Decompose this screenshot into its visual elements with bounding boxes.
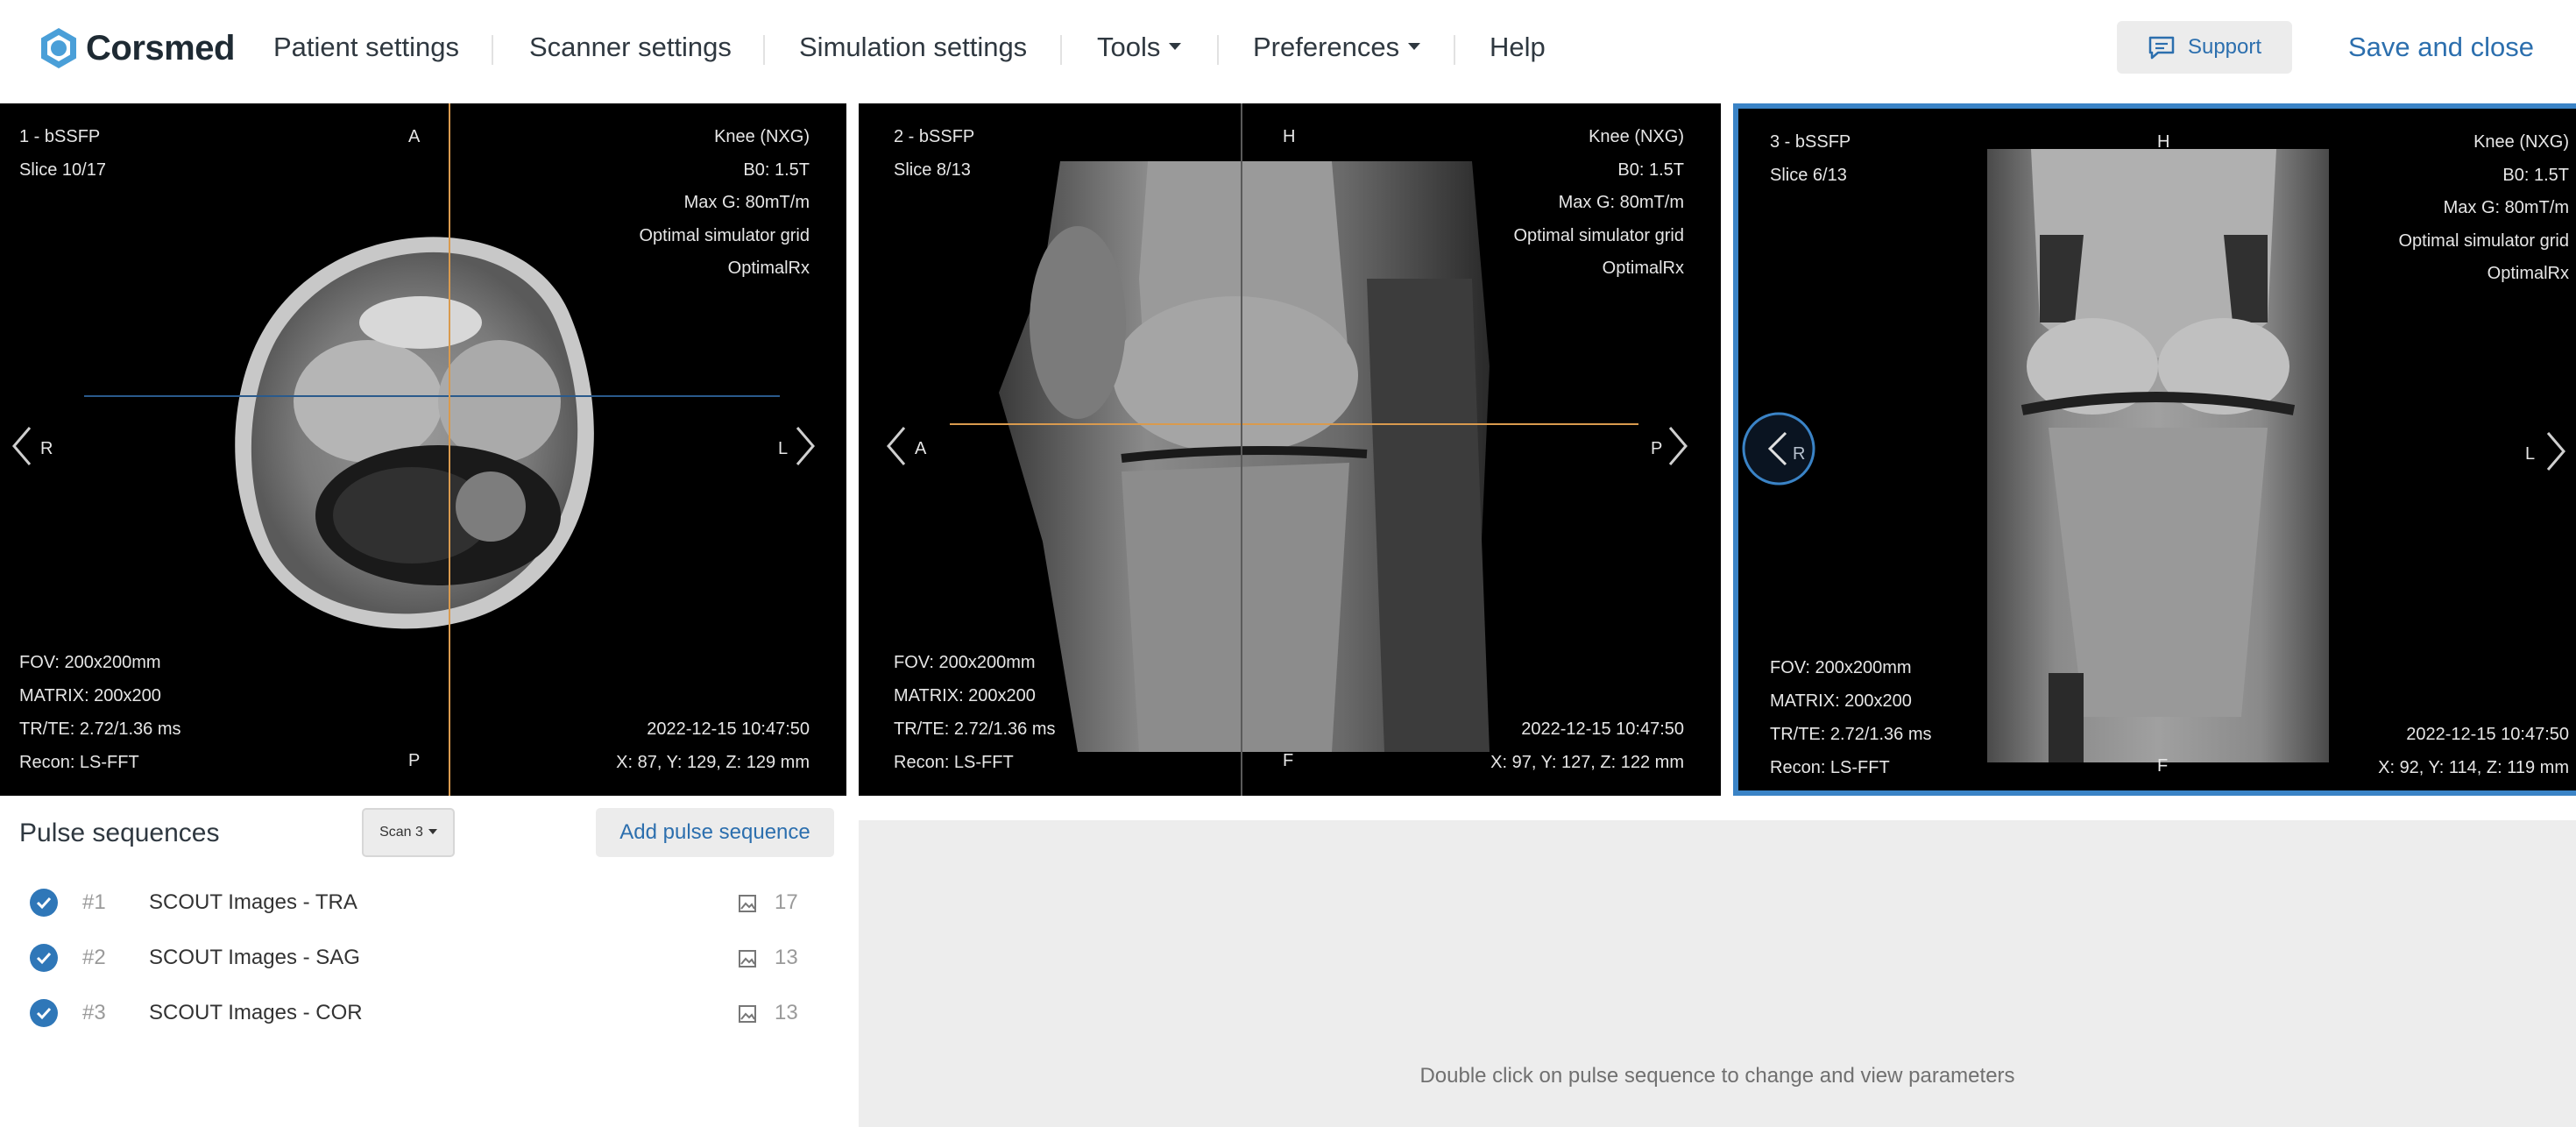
info-anatomy: Knee (NXG) [714, 127, 810, 146]
info-field-strength: B0: 1.5T [743, 159, 810, 180]
add-pulse-sequence-button[interactable]: Add pulse sequence [596, 808, 834, 857]
nav-divider [1454, 35, 1455, 65]
info-rx: OptimalRx [727, 259, 810, 278]
tr-te: TR/TE: 2.72/1.36 ms [894, 719, 1056, 739]
matrix: MATRIX: 200x200 [19, 686, 161, 705]
cursor-coordinates: X: 87, Y: 129, Z: 129 mm [616, 753, 810, 772]
sequence-name: SCOUT Images - COR [149, 1001, 363, 1024]
viewport-3-content [1733, 103, 2576, 796]
prev-slice-arrow-icon[interactable] [883, 424, 909, 468]
fov: FOV: 200x200mm [1770, 658, 1912, 677]
sequence-name: SCOUT Images - SAG [149, 946, 360, 969]
parameters-panel[interactable] [859, 820, 2576, 1127]
series-title: 3 - bSSFP [1770, 132, 1851, 152]
image-icon [738, 949, 757, 968]
orientation-bottom: F [1283, 751, 1294, 770]
scan-select-dropdown[interactable] [362, 808, 455, 857]
orientation-top: H [1283, 127, 1296, 146]
nav-patient-settings[interactable]: Patient settings [273, 32, 459, 62]
info-anatomy: Knee (NXG) [1589, 127, 1684, 146]
nav-tools-label: Tools [1097, 32, 1161, 62]
series-title: 1 - bSSFP [19, 127, 101, 146]
cursor-coordinates: X: 92, Y: 114, Z: 119 mm [2378, 758, 2569, 777]
acquisition-datetime: 2022-12-15 10:47:50 [2406, 725, 2569, 744]
image-count: 13 [775, 946, 798, 969]
slice-index: Slice 8/13 [894, 160, 971, 180]
image-count: 17 [775, 890, 798, 914]
acquisition-datetime: 2022-12-15 10:47:50 [1521, 719, 1684, 739]
info-rx: OptimalRx [1602, 259, 1684, 278]
scanner-info [1513, 121, 1684, 286]
caret-down-icon [1169, 43, 1181, 50]
image-count: 13 [775, 1001, 798, 1024]
cursor-coordinates: X: 97, Y: 127, Z: 122 mm [1490, 753, 1684, 772]
orientation-right: P [1651, 439, 1663, 458]
next-slice-arrow-icon[interactable] [1665, 424, 1691, 468]
nav-preferences-label: Preferences [1253, 32, 1400, 62]
slice-index: Slice 10/17 [19, 160, 106, 180]
viewport-2[interactable] [859, 103, 1721, 796]
top-navigation-bar [0, 0, 2576, 103]
support-label: Support [2187, 35, 2262, 59]
check-circle-icon[interactable] [30, 999, 58, 1027]
nav-divider [1060, 35, 1062, 65]
next-slice-arrow-icon[interactable] [792, 424, 818, 468]
corsmed-logo-icon [37, 26, 81, 70]
orientation-bottom: P [408, 751, 421, 770]
sequence-number: #1 [82, 890, 106, 914]
info-anatomy: Knee (NXG) [2473, 132, 2569, 152]
image-icon [738, 1004, 757, 1024]
scanner-info [639, 121, 810, 286]
orientation-bottom: F [2157, 756, 2169, 776]
info-field-strength: B0: 1.5T [2502, 165, 2569, 185]
tr-te: TR/TE: 2.72/1.36 ms [1770, 725, 1932, 744]
series-title: 2 - bSSFP [894, 127, 975, 146]
nav-divider [1217, 35, 1219, 65]
nav-preferences-dropdown[interactable] [1253, 32, 1420, 63]
recon: Recon: LS-FFT [1770, 758, 1890, 777]
nav-tools-dropdown[interactable] [1097, 32, 1181, 63]
orientation-right: L [2525, 444, 2536, 464]
viewport-3-active[interactable] [1733, 103, 2576, 796]
scanner-info [2398, 126, 2569, 291]
check-circle-icon[interactable] [30, 944, 58, 972]
fov: FOV: 200x200mm [19, 653, 161, 672]
matrix: MATRIX: 200x200 [1770, 691, 1912, 711]
nav-help[interactable]: Help [1490, 32, 1546, 62]
scan-select-label: Scan 3 [379, 825, 423, 840]
chat-icon [2148, 35, 2176, 60]
next-slice-arrow-icon[interactable] [2543, 429, 2569, 473]
fov: FOV: 200x200mm [894, 653, 1036, 672]
logo-text: Corsmed [86, 28, 235, 67]
corsmed-logo[interactable] [37, 26, 235, 70]
info-max-gradient: Max G: 80mT/m [2443, 198, 2569, 217]
orientation-left: R [40, 439, 53, 458]
nav-scanner-settings[interactable]: Scanner settings [529, 32, 732, 62]
nav-divider [763, 35, 765, 65]
matrix: MATRIX: 200x200 [894, 686, 1036, 705]
viewport-1[interactable] [0, 103, 846, 796]
recon: Recon: LS-FFT [894, 753, 1014, 772]
sequence-row[interactable] [0, 983, 846, 1038]
caret-down-icon [1408, 43, 1420, 50]
info-grid: Optimal simulator grid [2398, 230, 2569, 251]
sequence-number: #2 [82, 946, 106, 969]
prev-slice-arrow-icon[interactable] [9, 424, 35, 468]
nav-simulation-settings[interactable]: Simulation settings [799, 32, 1028, 62]
parameters-hint: Double click on pulse sequence to change and view parameters [1419, 1064, 2015, 1088]
info-grid: Optimal simulator grid [639, 225, 810, 245]
orientation-top: H [2157, 132, 2170, 152]
orientation-top: A [408, 127, 421, 146]
info-max-gradient: Max G: 80mT/m [1558, 193, 1684, 212]
tr-te: TR/TE: 2.72/1.36 ms [19, 719, 181, 739]
sequence-row[interactable] [0, 928, 846, 982]
sequence-number: #3 [82, 1001, 106, 1024]
pulse-sequences-title: Pulse sequences [19, 819, 220, 847]
support-button[interactable] [2117, 21, 2292, 74]
check-circle-icon[interactable] [30, 889, 58, 917]
orientation-left: A [915, 439, 927, 458]
recon: Recon: LS-FFT [19, 753, 139, 772]
image-icon [738, 894, 757, 913]
sequence-name: SCOUT Images - TRA [149, 890, 357, 914]
nav-divider [492, 35, 493, 65]
orientation-right: L [778, 439, 789, 458]
sequence-row[interactable] [0, 873, 846, 927]
info-grid: Optimal simulator grid [1513, 225, 1684, 245]
save-and-close-button[interactable]: Save and close [2348, 32, 2534, 62]
info-rx: OptimalRx [2487, 264, 2569, 283]
slice-index: Slice 6/13 [1770, 166, 1847, 185]
info-max-gradient: Max G: 80mT/m [683, 193, 810, 212]
info-field-strength: B0: 1.5T [1617, 159, 1684, 180]
prev-slice-button-hover[interactable] [1742, 412, 1815, 486]
caret-down-icon [428, 829, 437, 834]
acquisition-datetime: 2022-12-15 10:47:50 [647, 719, 810, 739]
